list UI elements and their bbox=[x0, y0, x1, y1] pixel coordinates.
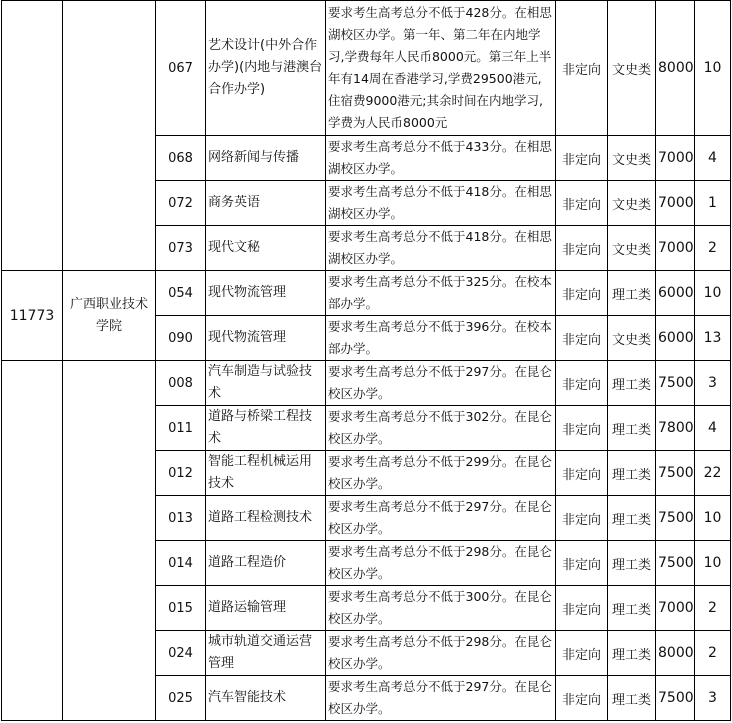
tuition: 7000 bbox=[656, 226, 695, 271]
subject-type: 理工类 bbox=[608, 541, 656, 586]
major-code: 068 bbox=[156, 136, 206, 181]
requirement: 要求考生高考总分不低于302分。在昆仑校区办学。 bbox=[326, 406, 556, 451]
major-name: 现代物流管理 bbox=[206, 271, 326, 316]
major-code: 072 bbox=[156, 181, 206, 226]
major-name: 网络新闻与传播 bbox=[206, 136, 326, 181]
major-code: 025 bbox=[156, 676, 206, 721]
major-code: 011 bbox=[156, 406, 206, 451]
direction: 非定向 bbox=[556, 541, 608, 586]
subject-type: 文史类 bbox=[608, 136, 656, 181]
requirement: 要求考生高考总分不低于300分。在昆仑校区办学。 bbox=[326, 586, 556, 631]
major-name: 城市轨道交通运营管理 bbox=[206, 631, 326, 676]
requirement: 要求考生高考总分不低于299分。在昆仑校区办学。 bbox=[326, 451, 556, 496]
plan-count: 13 bbox=[695, 316, 731, 361]
tuition: 7800 bbox=[656, 406, 695, 451]
subject-type: 文史类 bbox=[608, 181, 656, 226]
major-name: 艺术设计(中外合作办学)(内地与港澳台合作办学) bbox=[206, 1, 326, 136]
subject-type: 理工类 bbox=[608, 271, 656, 316]
requirement: 要求考生高考总分不低于325分。在校本部办学。 bbox=[326, 271, 556, 316]
tuition: 7500 bbox=[656, 361, 695, 406]
major-name: 道路运输管理 bbox=[206, 586, 326, 631]
requirement: 要求考生高考总分不低于297分。在昆仑校区办学。 bbox=[326, 496, 556, 541]
plan-count: 2 bbox=[695, 631, 731, 676]
direction: 非定向 bbox=[556, 181, 608, 226]
direction: 非定向 bbox=[556, 1, 608, 136]
subject-type: 理工类 bbox=[608, 586, 656, 631]
tuition: 6000 bbox=[656, 271, 695, 316]
major-code: 073 bbox=[156, 226, 206, 271]
major-code: 013 bbox=[156, 496, 206, 541]
school-name-cell bbox=[63, 361, 156, 721]
subject-type: 理工类 bbox=[608, 406, 656, 451]
tuition: 6000 bbox=[656, 316, 695, 361]
tuition: 7500 bbox=[656, 451, 695, 496]
subject-type: 理工类 bbox=[608, 631, 656, 676]
table-row bbox=[2, 271, 731, 316]
tuition: 8000 bbox=[656, 1, 695, 136]
plan-count: 1 bbox=[695, 181, 731, 226]
subject-type: 文史类 bbox=[608, 316, 656, 361]
major-code: 024 bbox=[156, 631, 206, 676]
requirement: 要求考生高考总分不低于297分。在昆仑校区办学。 bbox=[326, 361, 556, 406]
table-row bbox=[2, 1, 731, 136]
major-name: 现代文秘 bbox=[206, 226, 326, 271]
tuition: 7500 bbox=[656, 676, 695, 721]
tuition: 7000 bbox=[656, 586, 695, 631]
direction: 非定向 bbox=[556, 316, 608, 361]
major-code: 014 bbox=[156, 541, 206, 586]
plan-count: 22 bbox=[695, 451, 731, 496]
direction: 非定向 bbox=[556, 406, 608, 451]
plan-count: 3 bbox=[695, 361, 731, 406]
requirement: 要求考生高考总分不低于396分。在校本部办学。 bbox=[326, 316, 556, 361]
tuition: 7000 bbox=[656, 136, 695, 181]
plan-count: 10 bbox=[695, 1, 731, 136]
subject-type: 理工类 bbox=[608, 451, 656, 496]
school-name-cell bbox=[63, 1, 156, 271]
requirement: 要求考生高考总分不低于298分。在昆仑校区办学。 bbox=[326, 541, 556, 586]
major-code: 090 bbox=[156, 316, 206, 361]
school-name: 广西职业技术学院 bbox=[63, 271, 156, 361]
tuition: 7000 bbox=[656, 181, 695, 226]
plan-count: 4 bbox=[695, 136, 731, 181]
school-code: 11773 bbox=[2, 271, 63, 361]
direction: 非定向 bbox=[556, 676, 608, 721]
direction: 非定向 bbox=[556, 226, 608, 271]
tuition: 8000 bbox=[656, 631, 695, 676]
major-name: 道路与桥梁工程技术 bbox=[206, 406, 326, 451]
direction: 非定向 bbox=[556, 136, 608, 181]
subject-type: 理工类 bbox=[608, 496, 656, 541]
direction: 非定向 bbox=[556, 361, 608, 406]
major-code: 012 bbox=[156, 451, 206, 496]
plan-count: 3 bbox=[695, 676, 731, 721]
plan-count: 10 bbox=[695, 496, 731, 541]
direction: 非定向 bbox=[556, 631, 608, 676]
requirement: 要求考生高考总分不低于433分。在相思湖校区办学。 bbox=[326, 136, 556, 181]
major-name: 智能工程机械运用技术 bbox=[206, 451, 326, 496]
major-name: 商务英语 bbox=[206, 181, 326, 226]
tuition: 7500 bbox=[656, 496, 695, 541]
major-name: 汽车制造与试验技术 bbox=[206, 361, 326, 406]
requirement: 要求考生高考总分不低于428分。在相思湖校区办学。第一年、第二年在内地学习,学费每年人民币8000元。第三年上半年有14周在香港学习,学费29500港元,住宿费9000港元;其余时间在内地学习,学费为人民币8000元 bbox=[326, 1, 556, 136]
plan-count: 2 bbox=[695, 586, 731, 631]
requirement: 要求考生高考总分不低于298分。在昆仑校区办学。 bbox=[326, 631, 556, 676]
table-row bbox=[2, 361, 731, 406]
requirement: 要求考生高考总分不低于418分。在相思湖校区办学。 bbox=[326, 226, 556, 271]
school-code-cell bbox=[2, 361, 63, 721]
major-code: 067 bbox=[156, 1, 206, 136]
subject-type: 文史类 bbox=[608, 1, 656, 136]
direction: 非定向 bbox=[556, 586, 608, 631]
subject-type: 理工类 bbox=[608, 676, 656, 721]
tuition: 7500 bbox=[656, 541, 695, 586]
school-code-cell bbox=[2, 1, 63, 271]
major-name: 道路工程检测技术 bbox=[206, 496, 326, 541]
major-name: 汽车智能技术 bbox=[206, 676, 326, 721]
subject-type: 理工类 bbox=[608, 361, 656, 406]
direction: 非定向 bbox=[556, 451, 608, 496]
admission-plan-table bbox=[1, 0, 731, 721]
plan-count: 4 bbox=[695, 406, 731, 451]
major-name: 道路工程造价 bbox=[206, 541, 326, 586]
requirement: 要求考生高考总分不低于297分。在昆仑校区办学。 bbox=[326, 676, 556, 721]
subject-type: 文史类 bbox=[608, 226, 656, 271]
plan-count: 10 bbox=[695, 541, 731, 586]
major-code: 054 bbox=[156, 271, 206, 316]
direction: 非定向 bbox=[556, 271, 608, 316]
major-code: 008 bbox=[156, 361, 206, 406]
requirement: 要求考生高考总分不低于418分。在相思湖校区办学。 bbox=[326, 181, 556, 226]
major-name: 现代物流管理 bbox=[206, 316, 326, 361]
direction: 非定向 bbox=[556, 496, 608, 541]
plan-count: 2 bbox=[695, 226, 731, 271]
major-code: 015 bbox=[156, 586, 206, 631]
plan-count: 10 bbox=[695, 271, 731, 316]
